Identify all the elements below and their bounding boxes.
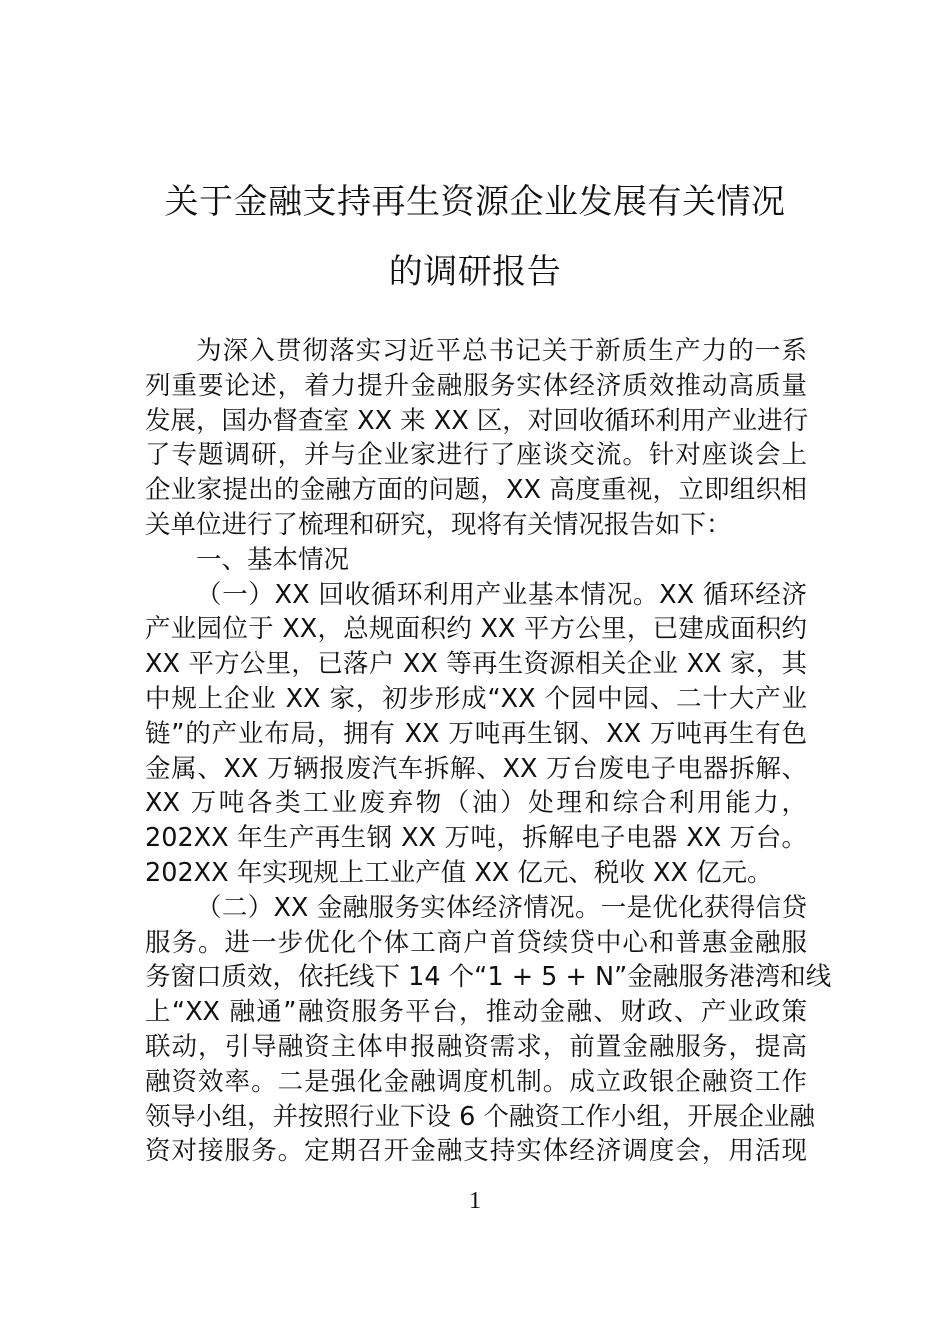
text-line: 了专题调研，并与企业家进行了座谈交流。针对座谈会上 [145, 440, 807, 471]
text-line: 产业园位于 XX，总规面积约 XX 平方公里，已建成面积约 [145, 614, 807, 645]
text-line: 列重要论述，着力提升金融服务实体经济质效推动高质量 [145, 370, 807, 401]
text-line: 链”的产业布局，拥有 XX 万吨再生钢、XX 万吨再生有色 [145, 718, 807, 749]
document-body [145, 334, 832, 1169]
text-line: 202XX 年实现规上工业产值 XX 亿元、税收 XX 亿元。 [145, 857, 773, 888]
text-line: （一）XX 回收循环利用产业基本情况。XX 循环经济 [196, 579, 807, 610]
text-line: （二）XX 金融服务实体经济情况。一是优化获得信贷 [196, 892, 807, 923]
document-title-line-2: 的调研报告 [388, 252, 562, 292]
text-line: 中规上企业 XX 家，初步形成“XX 个园中园、二十大产业 [145, 683, 807, 714]
text-line: 为深入贯彻落实习近平总书记关于新质生产力的一系 [196, 336, 807, 366]
text-line: 上“XX 融通”融资服务平台，推动金融、财政、产业政策 [145, 997, 807, 1028]
text-line: 服务。进一步优化个体工商户首贷续贷中心和普惠金融服 [145, 927, 807, 958]
text-line: 202XX 年生产再生钢 XX 万吨，拆解电子电器 XX 万台。 [145, 823, 807, 854]
text-line: 发展，国办督查室 XX 来 XX 区，对回收循环利用产业进行 [145, 405, 809, 436]
document-title-line-1: 关于金融支持再生资源企业发展有关情况 [164, 182, 786, 222]
text-line: 金属、XX 万辆报废汽车拆解、XX 万台废电子电器拆解、 [145, 753, 807, 784]
text-line: 领导小组，并按照行业下设 6 个融资工作小组，开展企业融 [145, 1101, 815, 1132]
text-line: 企业家提出的金融方面的问题，XX 高度重视，立即组织相 [145, 475, 807, 506]
text-line: XX 平方公里，已落户 XX 等再生资源相关企业 XX 家，其 [145, 649, 807, 680]
text-line: 务窗口质效，依托线下 14 个“1 + 5 + N”金融服务港湾和线 [145, 962, 832, 993]
text-line: XX 万吨各类工业废弃物（油）处理和综合利用能力， [145, 788, 807, 819]
text-line: 一、基本情况 [196, 544, 350, 575]
text-line: 关单位进行了梳理和研究，现将有关情况报告如下： [145, 509, 732, 540]
text-line: 联动，引导融资主体申报融资需求，前置金融服务，提高 [145, 1031, 807, 1062]
page-number: 1 [469, 1188, 481, 1214]
text-line: 融资效率。二是强化金融调度机制。成立政银企融资工作 [145, 1066, 807, 1097]
text-line: 资对接服务。定期召开金融支持实体经济调度会，用活现 [145, 1136, 807, 1167]
